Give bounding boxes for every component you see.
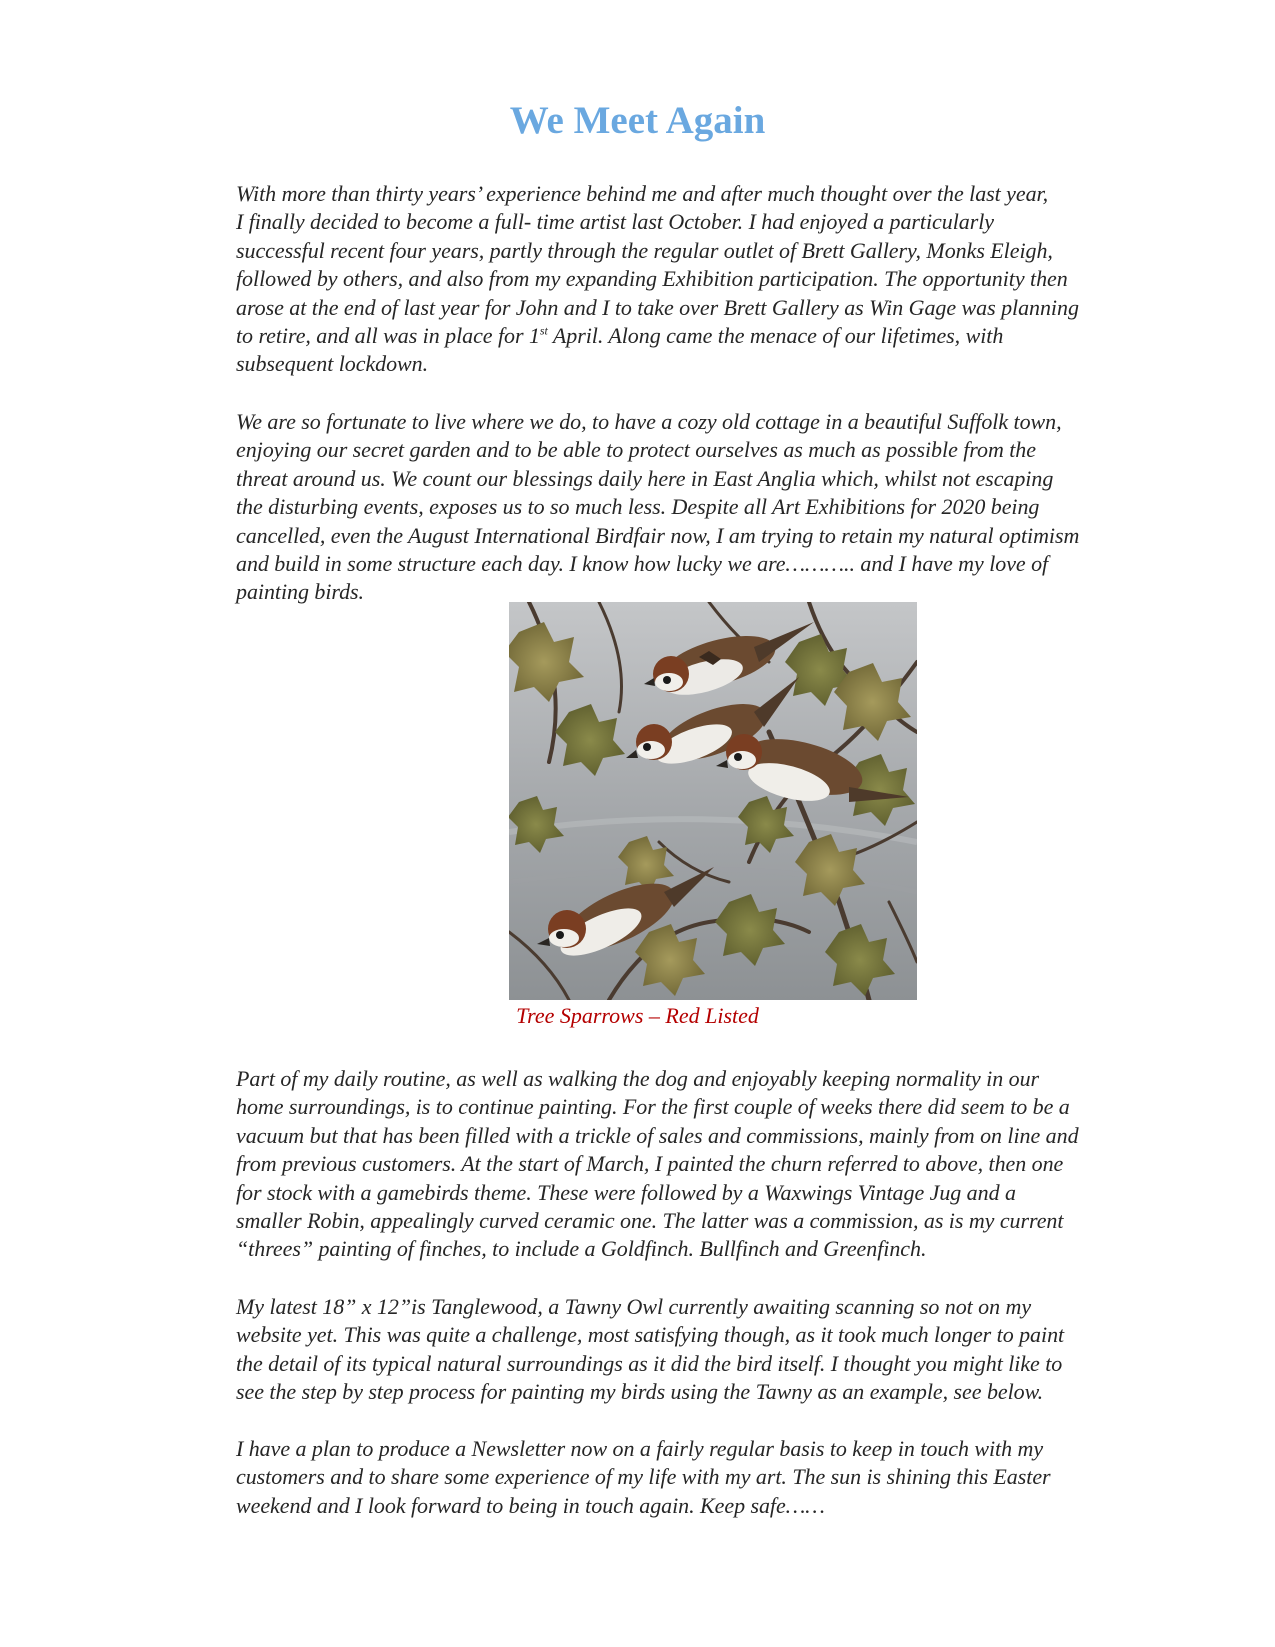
tree-sparrows-painting bbox=[509, 602, 917, 1000]
paragraph-intro-tail: April. Along came the menace of our lifetimes, with subsequent lockdown. bbox=[236, 323, 1004, 377]
ordinal-superscript: st bbox=[539, 323, 548, 338]
painting-illustration bbox=[509, 602, 917, 1000]
paragraph-fortunate: We are so fortunate to live where we do, to have a cozy old cottage in a beautiful Suffolk town, enjoying our secret garden and to be able to protect ourselves as much as possible from the threat around us. We count our blessings daily here in East Anglia which, whilst not escaping the disturbing events, exposes us to so much less. Despite all Art Exhibitions for 2020 being cancelled, even the August International Birdfair now, I am trying to retain my natural optimism and build in some structure each day. I know how lucky we are……….. and I have my love of painting birds. bbox=[236, 409, 1080, 605]
page-title: We Meet Again bbox=[509, 99, 766, 142]
paragraph-tanglewood: My latest 18” x 12”is Tanglewood, a Tawny Owl currently awaiting scanning so not on my website yet. This was quite a challenge, most satisfying though, as it took much longer to paint the detail of its typical natural surroundings as it did the bird itself. I thought you might like to see the step by step process for painting my birds using the Tawny as an example, see below. bbox=[236, 1294, 1065, 1405]
paragraph-newsletter-plan: I have a plan to produce a Newsletter now on a fairly regular basis to keep in touch with my customers and to share some experience of my life with my art. The sun is shining this Easter weekend and I look forward to being in touch again. Keep safe…… bbox=[236, 1436, 1051, 1518]
paragraph-intro bbox=[236, 180, 1221, 379]
figure-caption: Tree Sparrows – Red Listed bbox=[516, 1003, 759, 1028]
paragraph-daily-routine: Part of my daily routine, as well as walking the dog and enjoyably keeping normality in our home surroundings, is to continue painting. For the first couple of weeks there did seem to be a vacuum but that has been filled with a trickle of sales and commissions, mainly from on line and from previous customers. At the start of March, I painted the churn referred to above, then one for stock with a gamebirds theme. These were followed by a Waxwings Vintage Jug and a smaller Robin, appealingly curved ceramic one. The latter was a commission, as is my current “threes” painting of finches, to include a Goldfinch. Bullfinch and Greenfinch. bbox=[236, 1066, 1079, 1262]
paragraph-intro-text: With more than thirty years’ experience behind me and after much thought over the last year, I finally decided to become a full- time artist last October. I had enjoyed a particularly successful recent four years, partly through the regular outlet of Brett Gallery, Monks Eleigh, followed by others, and also from my expanding Exhibition participation. The opportunity then arose at the end of last year for John and I to take over Brett Gallery as Win Gage was planning to retire, and all was in place for 1 bbox=[236, 181, 1079, 349]
